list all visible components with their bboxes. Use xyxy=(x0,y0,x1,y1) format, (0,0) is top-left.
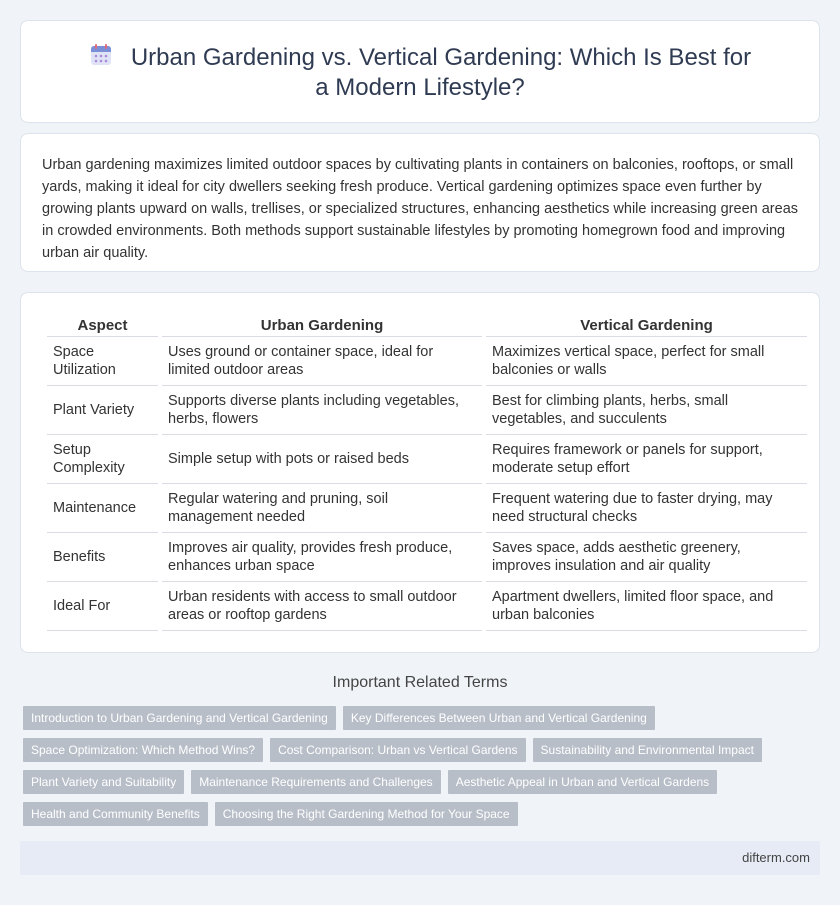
urban-cell: Regular watering and pruning, soil management needed xyxy=(162,484,482,533)
intro-card xyxy=(20,133,820,272)
related-term-tag[interactable]: Maintenance Requirements and Challenges xyxy=(191,770,440,794)
aspect-cell: Maintenance xyxy=(47,484,158,533)
aspect-cell: Space Utilization xyxy=(47,337,158,386)
vertical-cell: Saves space, adds aesthetic greenery, improves insulation and air quality xyxy=(486,533,807,582)
related-term-tag[interactable]: Plant Variety and Suitability xyxy=(23,770,184,794)
page-title xyxy=(21,43,819,103)
page-title-text: Urban Gardening vs. Vertical Gardening: Which Is Best for a Modern Lifestyle? xyxy=(130,44,752,101)
related-term-tag[interactable]: Introduction to Urban Gardening and Vertical Gardening xyxy=(23,706,336,730)
aspect-cell: Setup Complexity xyxy=(47,435,158,484)
column-header: Urban Gardening xyxy=(162,317,482,337)
urban-cell: Supports diverse plants including vegetables, herbs, flowers xyxy=(162,386,482,435)
related-term-tag[interactable]: Space Optimization: Which Method Wins? xyxy=(23,738,263,762)
related-term-tag[interactable]: Choosing the Right Gardening Method for Your Space xyxy=(215,802,518,826)
urban-cell: Improves air quality, provides fresh produce, enhances urban space xyxy=(162,533,482,582)
vertical-cell: Frequent watering due to faster drying, may need structural checks xyxy=(486,484,807,533)
aspect-cell: Plant Variety xyxy=(47,386,158,435)
table-row xyxy=(47,484,807,533)
column-header: Aspect xyxy=(47,317,158,337)
related-term-tag[interactable]: Sustainability and Environmental Impact xyxy=(533,738,762,762)
table-row xyxy=(47,386,807,435)
aspect-cell: Ideal For xyxy=(47,582,158,631)
related-terms-heading: Important Related Terms xyxy=(332,674,508,691)
comparison-card xyxy=(20,292,820,653)
urban-cell: Simple setup with pots or raised beds xyxy=(162,435,482,484)
calendar-icon xyxy=(89,43,113,67)
footer-site-link[interactable]: difterm.com xyxy=(742,850,810,865)
table-header-row xyxy=(47,317,807,337)
urban-cell: Uses ground or container space, ideal for limited outdoor areas xyxy=(162,337,482,386)
vertical-cell: Best for climbing plants, herbs, small vegetables, and succulents xyxy=(486,386,807,435)
intro-paragraph: Urban gardening maximizes limited outdoor spaces by cultivating plants in containers on balconies, rooftops, or small yards, making it ideal for city dwellers seeking fresh produce. Vertical gardening optimizes space even further by growing plants upward on walls, trellises, or specialized structures, enhancing aesthetics while increasing green areas in crowded environments. Both methods support sustainable lifestyles by promoting homegrown food and improving urban air quality. xyxy=(42,157,799,261)
related-term-tag[interactable]: Cost Comparison: Urban vs Vertical Gardens xyxy=(270,738,525,762)
related-term-tag[interactable]: Aesthetic Appeal in Urban and Vertical Gardens xyxy=(448,770,718,794)
table-row xyxy=(47,435,807,484)
aspect-cell: Benefits xyxy=(47,533,158,582)
table-row xyxy=(47,582,807,631)
related-term-tag[interactable]: Key Differences Between Urban and Vertical Gardening xyxy=(343,706,655,730)
vertical-cell: Maximizes vertical space, perfect for small balconies or walls xyxy=(486,337,807,386)
related-term-tag[interactable]: Health and Community Benefits xyxy=(23,802,208,826)
vertical-cell: Apartment dwellers, limited floor space, and urban balconies xyxy=(486,582,807,631)
column-header: Vertical Gardening xyxy=(486,317,807,337)
urban-cell: Urban residents with access to small outdoor areas or rooftop gardens xyxy=(162,582,482,631)
comparison-table xyxy=(43,317,811,631)
table-row xyxy=(47,337,807,386)
footer xyxy=(20,841,820,875)
vertical-cell: Requires framework or panels for support, moderate setup effort xyxy=(486,435,807,484)
title-card xyxy=(20,20,820,123)
table-row xyxy=(47,533,807,582)
related-terms-list xyxy=(23,706,823,834)
